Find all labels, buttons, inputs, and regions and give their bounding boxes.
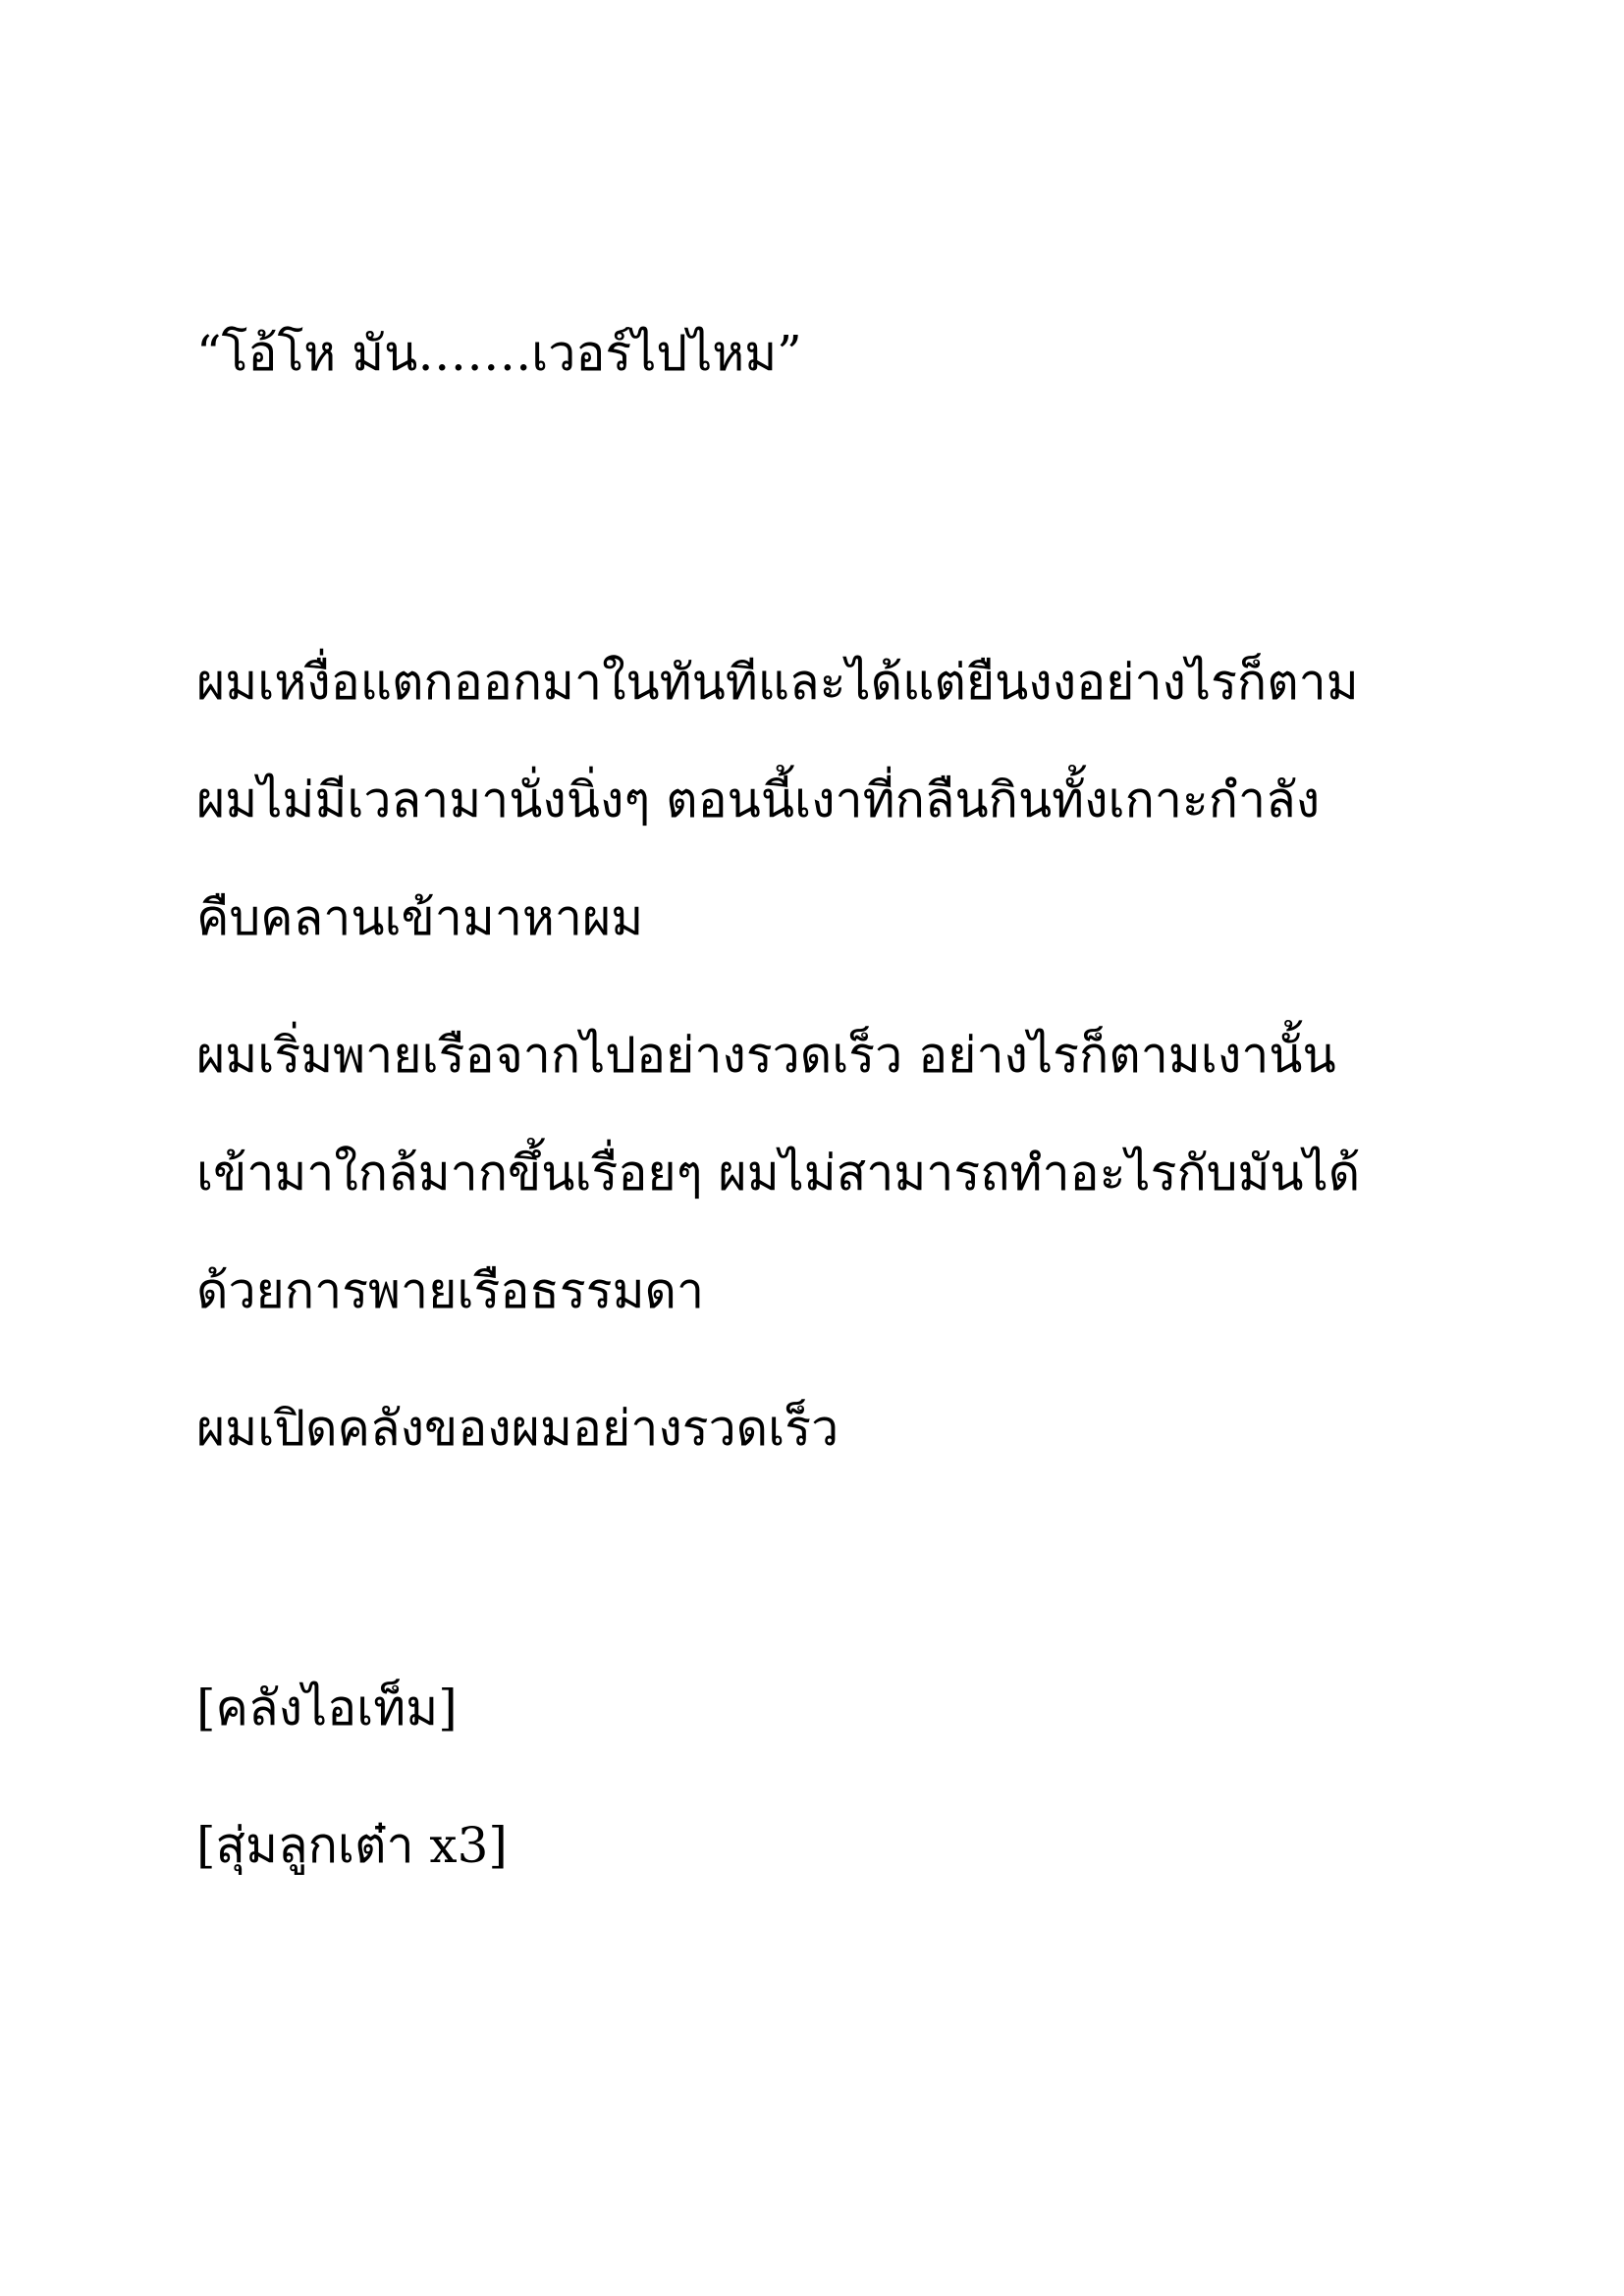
paragraph-line: ด้วยการพายเรือธรรมดา — [196, 1262, 705, 1319]
paragraph-line: คืบคลานเข้ามาหาผม — [196, 889, 644, 946]
system-message-dice: [สุ่มลูกเต๋า x3] — [196, 1817, 508, 1874]
dialogue-line: “โอ้โห มัน…….เวอร์ไปไหม” — [196, 325, 802, 382]
paragraph-line: ผมไม่มีเวลามานั่งนิ่งๆ ตอนนี้เงาที่กลืนกินทั้งเกาะกำลัง — [196, 772, 1321, 828]
paragraph-line: ผมเหงื่อแตกออกมาในทันทีและได้แต่ยืนงงอย่างไรก็ตาม — [196, 654, 1359, 711]
paragraph-line: ผมเริ่มพายเรือจากไปอย่างรวดเร็ว อย่างไรก็ตามเงานั้น — [196, 1027, 1336, 1084]
paragraph-line: เข้ามาใกล้มากขึ้นเรื่อยๆ ผมไม่สามารถทำอะไรกับมันได้ — [196, 1145, 1361, 1201]
paragraph-line: ผมเปิดคลังของผมอย่างรวดเร็ว — [196, 1400, 839, 1457]
system-message-inventory: [คลังไอเท็ม] — [196, 1680, 458, 1736]
